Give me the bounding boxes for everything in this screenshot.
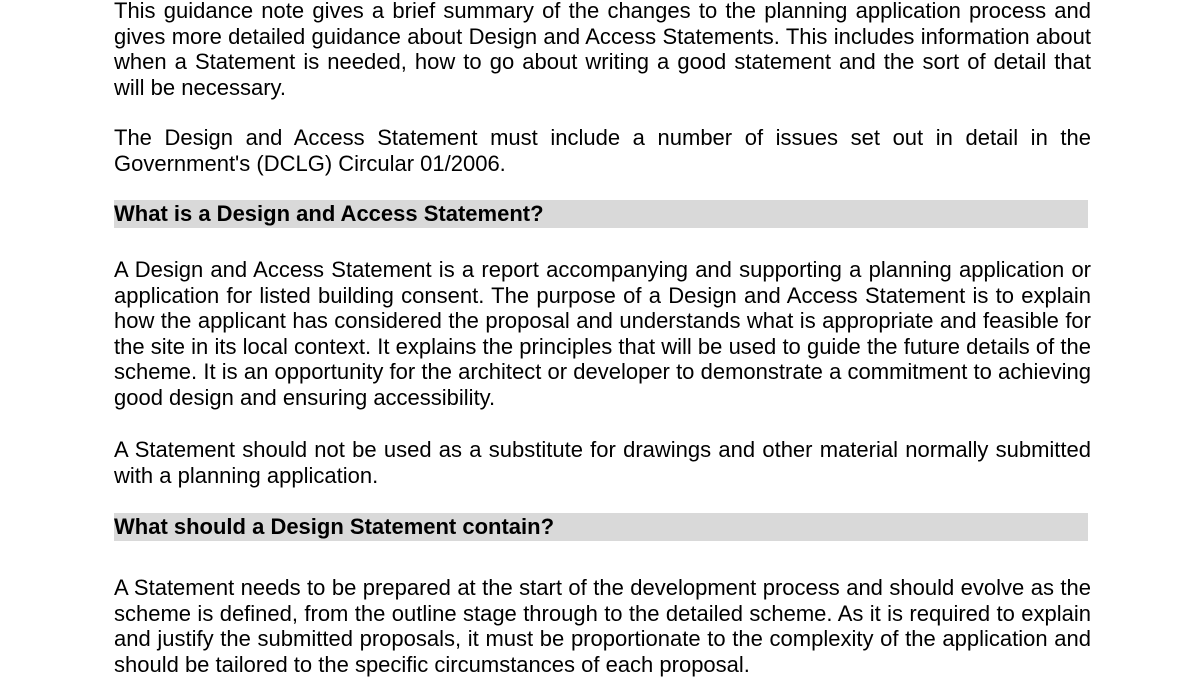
circular-paragraph: The Design and Access Statement must include a number of issues set out in detail in the Government's (DCLG) Circular 01/2006. xyxy=(114,125,1091,176)
section2-paragraph1: A Statement needs to be prepared at the start of the development process and should evolve as the scheme is defined, from the outline stage through to the detailed scheme. As it is required to explain and justify the submitted proposals, it must be proportionate to the complexity of the application and should be tailored to the specific circumstances of each proposal. xyxy=(114,575,1091,677)
section-heading-what-is: What is a Design and Access Statement? xyxy=(114,200,1088,228)
section1-paragraph2: A Statement should not be used as a substitute for drawings and other material normally submitted with a planning application. xyxy=(114,437,1091,488)
section1-paragraph1: A Design and Access Statement is a report accompanying and supporting a planning application or application for listed building consent. The purpose of a Design and Access Statement is to explain how the applicant has considered the proposal and understands what is appropriate and feasible for the site in its local context. It explains the principles that will be used to guide the future details of the scheme. It is an opportunity for the architect or developer to demonstrate a commitment to achieving good design and ensuring accessibility. xyxy=(114,257,1091,410)
intro-paragraph: This guidance note gives a brief summary of the changes to the planning application process and gives more detailed guidance about Design and Access Statements. This includes information about when a Statement is needed, how to go about writing a good statement and the sort of detail that will be necessary. xyxy=(114,0,1091,100)
section-heading-what-should: What should a Design Statement contain? xyxy=(114,513,1088,541)
